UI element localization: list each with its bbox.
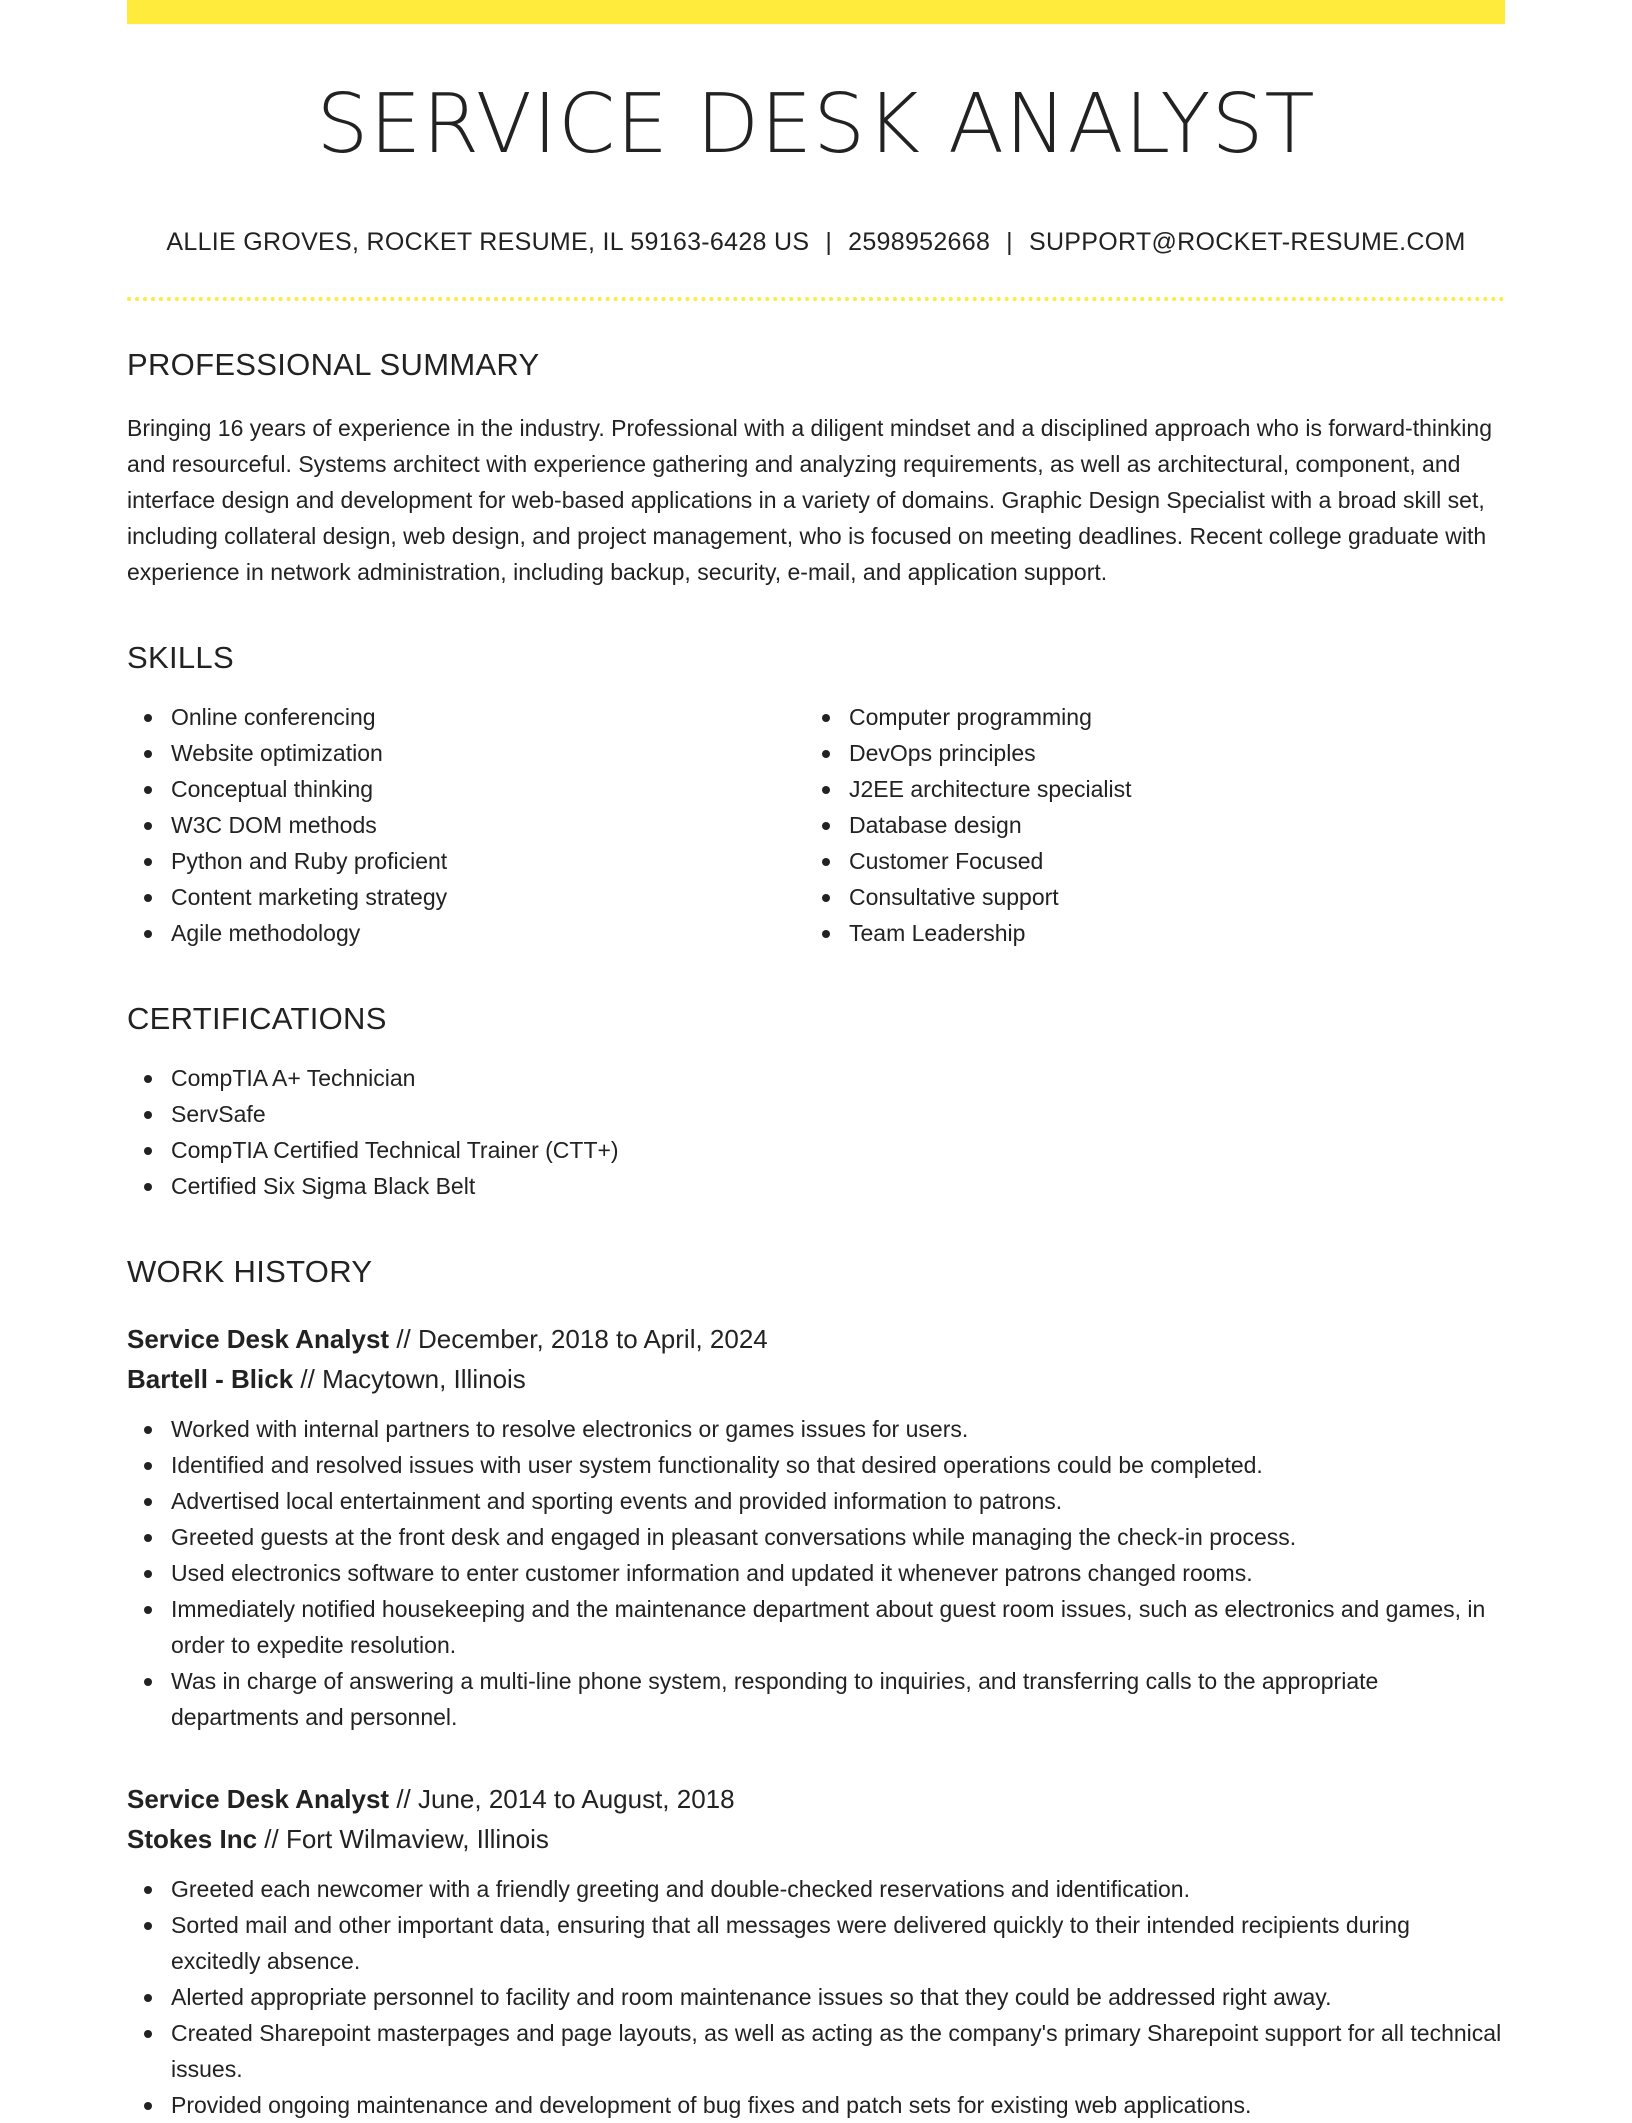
accent-top-bar [127, 0, 1505, 24]
job-company: Bartell - Blick [127, 1364, 294, 1394]
job-bullet: Was in charge of answering a multi-line phone system, responding to inquiries, and transferring calls to the appropriate departments and personnel. [127, 1663, 1505, 1735]
job-dates: // December, 2018 to April, 2024 [389, 1324, 768, 1354]
skills-column-right [805, 699, 1483, 951]
contact-line [127, 230, 1505, 255]
work-history-heading: WORK HISTORY [127, 1254, 373, 1289]
job-company-line [127, 1819, 1505, 1859]
skill-item: Website optimization [127, 735, 805, 771]
contact-address: ALLIE GROVES, ROCKET RESUME, IL 59163-6428 US [166, 228, 810, 256]
job-bullet: Immediately notified housekeeping and the maintenance department about guest room issues, such as electronics and games, in order to expedite resolution. [127, 1591, 1505, 1663]
job-entry [127, 1319, 1505, 1735]
contact-separator: | [825, 228, 833, 256]
job-title: Service Desk Analyst [127, 1784, 390, 1814]
certifications-heading: CERTIFICATIONS [127, 1001, 387, 1036]
job-bullet: Identified and resolved issues with user system functionality so that desired operations could be completed. [127, 1447, 1505, 1483]
skill-item: DevOps principles [805, 735, 1483, 771]
job-bullet: Provided ongoing maintenance and development of bug fixes and patch sets for existing web applications. [127, 2087, 1505, 2123]
summary-heading: PROFESSIONAL SUMMARY [127, 347, 540, 382]
resume-page [127, 0, 1505, 2123]
contact-email: SUPPORT@ROCKET-RESUME.COM [1028, 228, 1466, 256]
skill-item: Content marketing strategy [127, 879, 805, 915]
certification-item: ServSafe [127, 1096, 1505, 1132]
skills-heading: SKILLS [127, 640, 234, 675]
skill-item: Customer Focused [805, 843, 1483, 879]
job-bullet: Greeted guests at the front desk and engaged in pleasant conversations while managing the check-in process. [127, 1519, 1505, 1555]
job-location: // Fort Wilmaview, Illinois [257, 1824, 549, 1854]
job-title: Service Desk Analyst [127, 1324, 390, 1354]
skill-item: Computer programming [805, 699, 1483, 735]
job-bullet: Worked with internal partners to resolve electronics or games issues for users. [127, 1411, 1505, 1447]
skill-item: W3C DOM methods [127, 807, 805, 843]
job-title-line [127, 1779, 1505, 1819]
skill-item: Agile methodology [127, 915, 805, 951]
skill-item: Team Leadership [805, 915, 1483, 951]
job-bullet: Created Sharepoint masterpages and page layouts, as well as acting as the company's primary Sharepoint support for all technical issues. [127, 2015, 1505, 2087]
job-bullet-list [127, 1871, 1505, 2123]
skill-item: Consultative support [805, 879, 1483, 915]
certification-item: CompTIA Certified Technical Trainer (CTT+) [127, 1132, 1505, 1168]
contact-phone: 2598952668 [848, 228, 991, 256]
contact-separator: | [1006, 228, 1013, 256]
job-location: // Macytown, Illinois [293, 1364, 526, 1394]
dotted-divider [127, 297, 1505, 301]
certification-item: Certified Six Sigma Black Belt [127, 1168, 1505, 1204]
job-bullet: Sorted mail and other important data, ensuring that all messages were delivered quickly to their intended recipients during excitedly absence. [127, 1907, 1505, 1979]
summary-text: Bringing 16 years of experience in the industry. Professional with a diligent mindset and a disciplined approach who is forward-thinking and resourceful. Systems architect with experience gathering and analyzing requirements, as well as architectural, component, and interface design and development for web-based applications in a variety of domains. Graphic Design Specialist with a broad skill set, including collateral design, web design, and project management, who is focused on meeting deadlines. Recent college graduate with experience in network administration, including backup, security, e-mail, and application support. [127, 415, 1492, 585]
job-bullet-list [127, 1411, 1505, 1735]
job-entry [127, 1779, 1505, 2123]
skill-item: Python and Ruby proficient [127, 843, 805, 879]
job-company-line [127, 1359, 1505, 1399]
certification-item: CompTIA A+ Technician [127, 1060, 1505, 1096]
job-company: Stokes Inc [127, 1824, 258, 1854]
job-title-line [127, 1319, 1505, 1359]
skill-item: Conceptual thinking [127, 771, 805, 807]
job-dates: // June, 2014 to August, 2018 [389, 1784, 735, 1814]
skill-item: J2EE architecture specialist [805, 771, 1483, 807]
job-bullet: Used electronics software to enter customer information and updated it whenever patrons changed rooms. [127, 1555, 1505, 1591]
job-bullet: Alerted appropriate personnel to facility and room maintenance issues so that they could be addressed right away. [127, 1979, 1505, 2015]
certifications-list [127, 1060, 1505, 1204]
resume-title: SERVICE DESK ANALYST [316, 77, 1316, 172]
job-bullet: Greeted each newcomer with a friendly greeting and double-checked reservations and identification. [127, 1871, 1505, 1907]
skills-list [127, 699, 1505, 951]
skill-item: Database design [805, 807, 1483, 843]
skill-item: Online conferencing [127, 699, 805, 735]
skills-column-left [127, 699, 805, 951]
job-bullet: Advertised local entertainment and sporting events and provided information to patrons. [127, 1483, 1505, 1519]
